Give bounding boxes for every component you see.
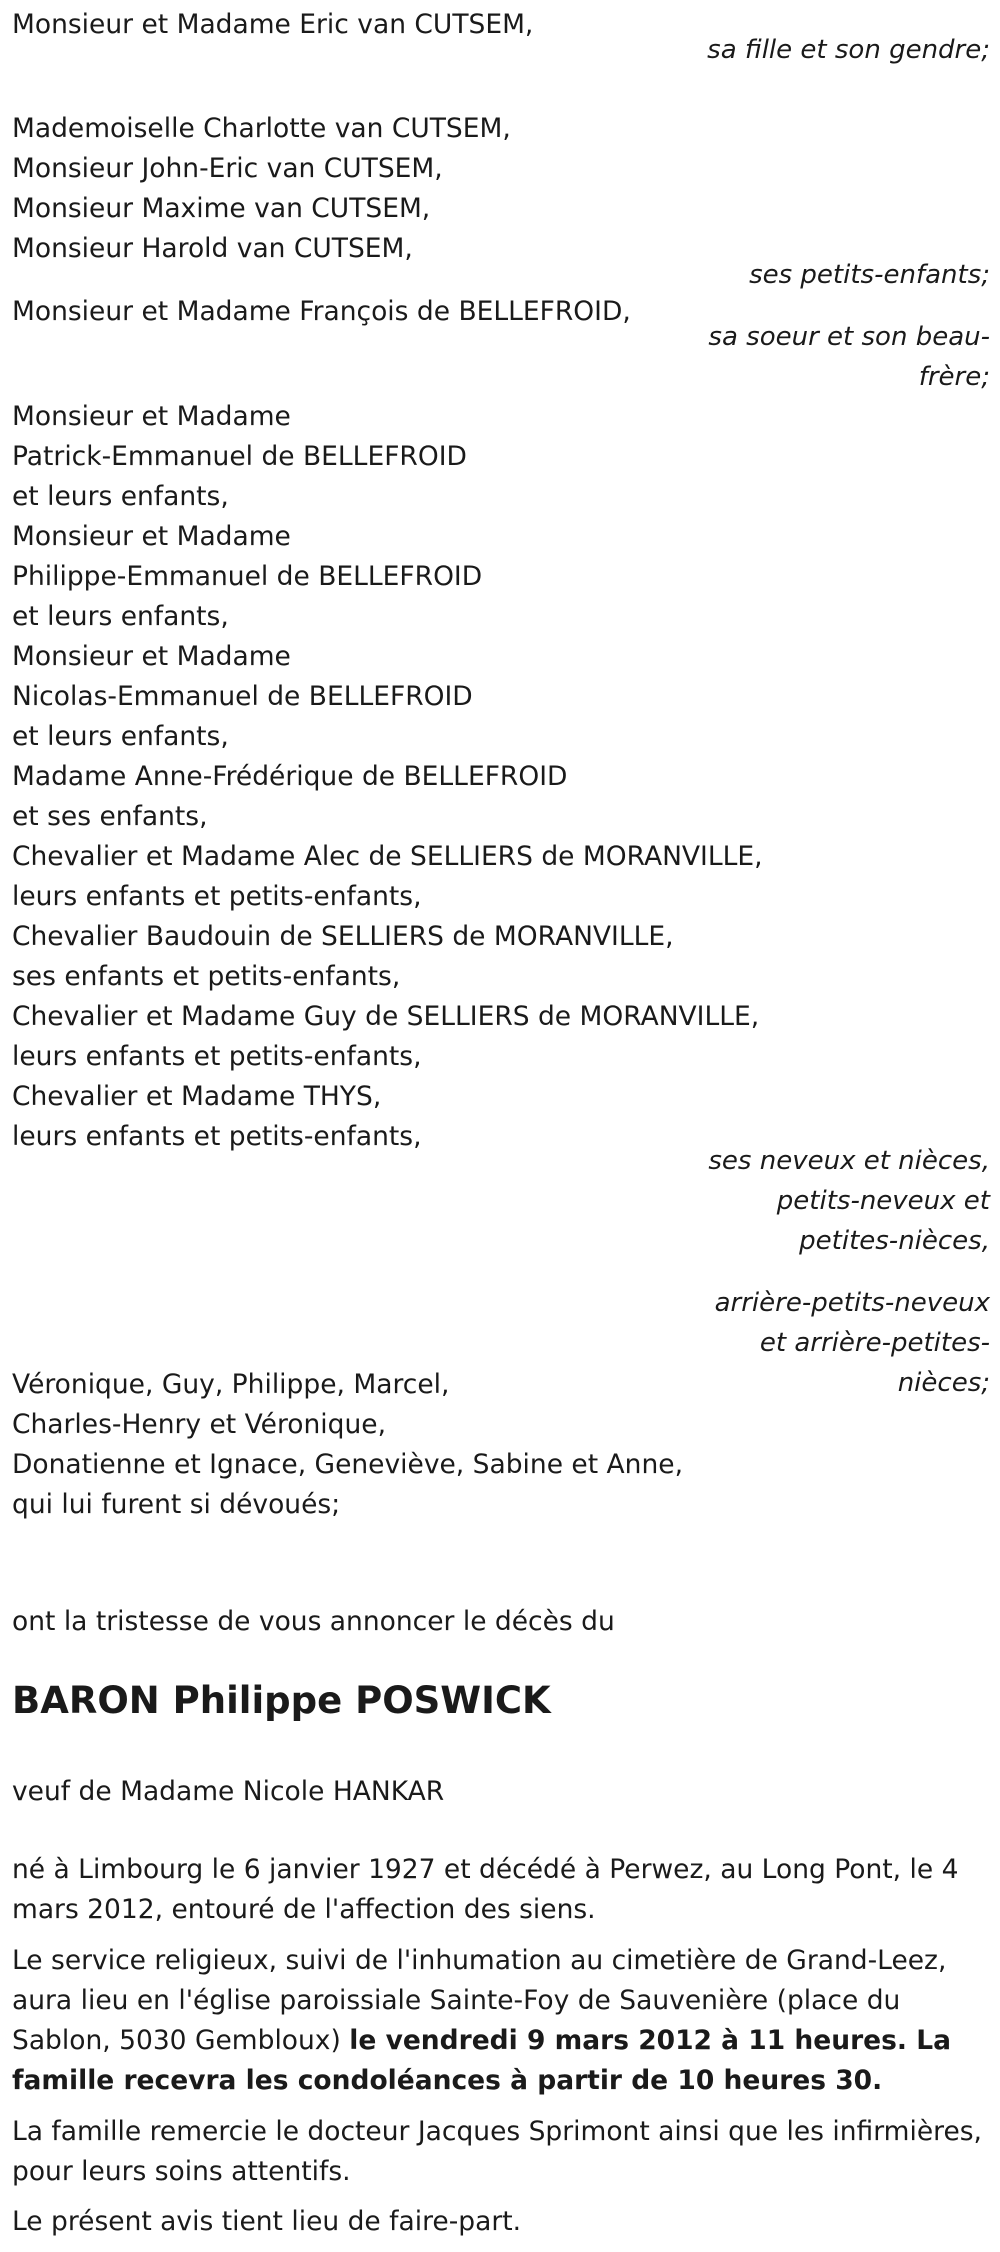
family-line: et leurs enfants, [12, 721, 229, 752]
family-line: Mademoiselle Charlotte van CUTSEM, [12, 113, 511, 144]
family-line: Charles-Henry et Véronique, [12, 1409, 387, 1440]
family-line: ses enfants et petits-enfants, [12, 961, 401, 992]
family-line: Véronique, Guy, Philippe, Marcel, [12, 1369, 450, 1400]
announcement-text: ont la tristesse de vous annoncer le décès du [12, 1606, 615, 1637]
family-line: Monsieur et Madame Eric van CUTSEM, [12, 9, 534, 40]
family-line: Chevalier Baudouin de SELLIERS de MORANVILLE, [12, 921, 674, 952]
family-line: Patrick-Emmanuel de BELLEFROID [12, 441, 467, 472]
family-line: Chevalier et Madame THYS, [12, 1081, 382, 1112]
family-line: Chevalier et Madame Alec de SELLIERS de MORANVILLE, [12, 841, 763, 872]
service-date-bold: le vendredi 9 mars 2012 à 11 heures. La famille recevra les condoléances à partir de 10 heures 30. [12, 2025, 951, 2096]
family-line: Monsieur et Madame [12, 521, 291, 552]
family-line: Monsieur Maxime van CUTSEM, [12, 193, 431, 224]
family-line: leurs enfants et petits-enfants, [12, 1121, 422, 1152]
relationship-role: sa fille et son gendre; [707, 35, 990, 65]
birth-death-paragraph: né à Limbourg le 6 janvier 1927 et décédé à Perwez, au Long Pont, le 4 mars 2012, entouré de l'affection des siens. [12, 1854, 959, 1925]
relationship-role: ses neveux et nièces, petits-neveux et petites-nièces, [708, 1146, 990, 1256]
service-paragraph [12, 1941, 992, 2101]
widower-line: veuf de Madame Nicole HANKAR [12, 1776, 445, 1807]
relationship-role: sa soeur et son beau-frère; [708, 322, 990, 392]
family-line: et leurs enfants, [12, 481, 229, 512]
service-text: Le service religieux, suivi de l'inhumation au cimetière de Grand-Leez, aura lieu en l'église paroissiale Sainte-Foy de Sauvenière (place du Sablon, 5030 Gembloux) [12, 1945, 947, 2056]
family-line: Philippe-Emmanuel de BELLEFROID [12, 561, 483, 592]
thanks-paragraph: La famille remercie le docteur Jacques Sprimont ainsi que les infirmières, pour leurs soins attentifs. [12, 2116, 982, 2187]
family-line: Monsieur et Madame François de BELLEFROID, [12, 296, 631, 327]
family-line: leurs enfants et petits-enfants, [12, 1041, 422, 1072]
family-line: Monsieur et Madame [12, 401, 291, 432]
family-line: et leurs enfants, [12, 601, 229, 632]
closing-line: Le présent avis tient lieu de faire-part. [12, 2206, 522, 2237]
family-line: Donatienne et Ignace, Geneviève, Sabine et Anne, [12, 1449, 683, 1480]
family-line: et ses enfants, [12, 801, 208, 832]
family-line: qui lui furent si dévoués; [12, 1489, 341, 1520]
relationship-role: ses petits-enfants; [749, 260, 990, 290]
family-line: Monsieur Harold van CUTSEM, [12, 233, 413, 264]
family-line: leurs enfants et petits-enfants, [12, 881, 422, 912]
family-line: Madame Anne-Frédérique de BELLEFROID [12, 761, 568, 792]
family-line: Chevalier et Madame Guy de SELLIERS de MORANVILLE, [12, 1001, 760, 1032]
deceased-name: BARON Philippe POSWICK [12, 1679, 551, 1722]
relationship-role: arrière-petits-neveux et arrière-petites-nièces; [714, 1288, 990, 1398]
family-line: Monsieur et Madame [12, 641, 291, 672]
family-line: Monsieur John-Eric van CUTSEM, [12, 153, 443, 184]
family-line: Nicolas-Emmanuel de BELLEFROID [12, 681, 473, 712]
